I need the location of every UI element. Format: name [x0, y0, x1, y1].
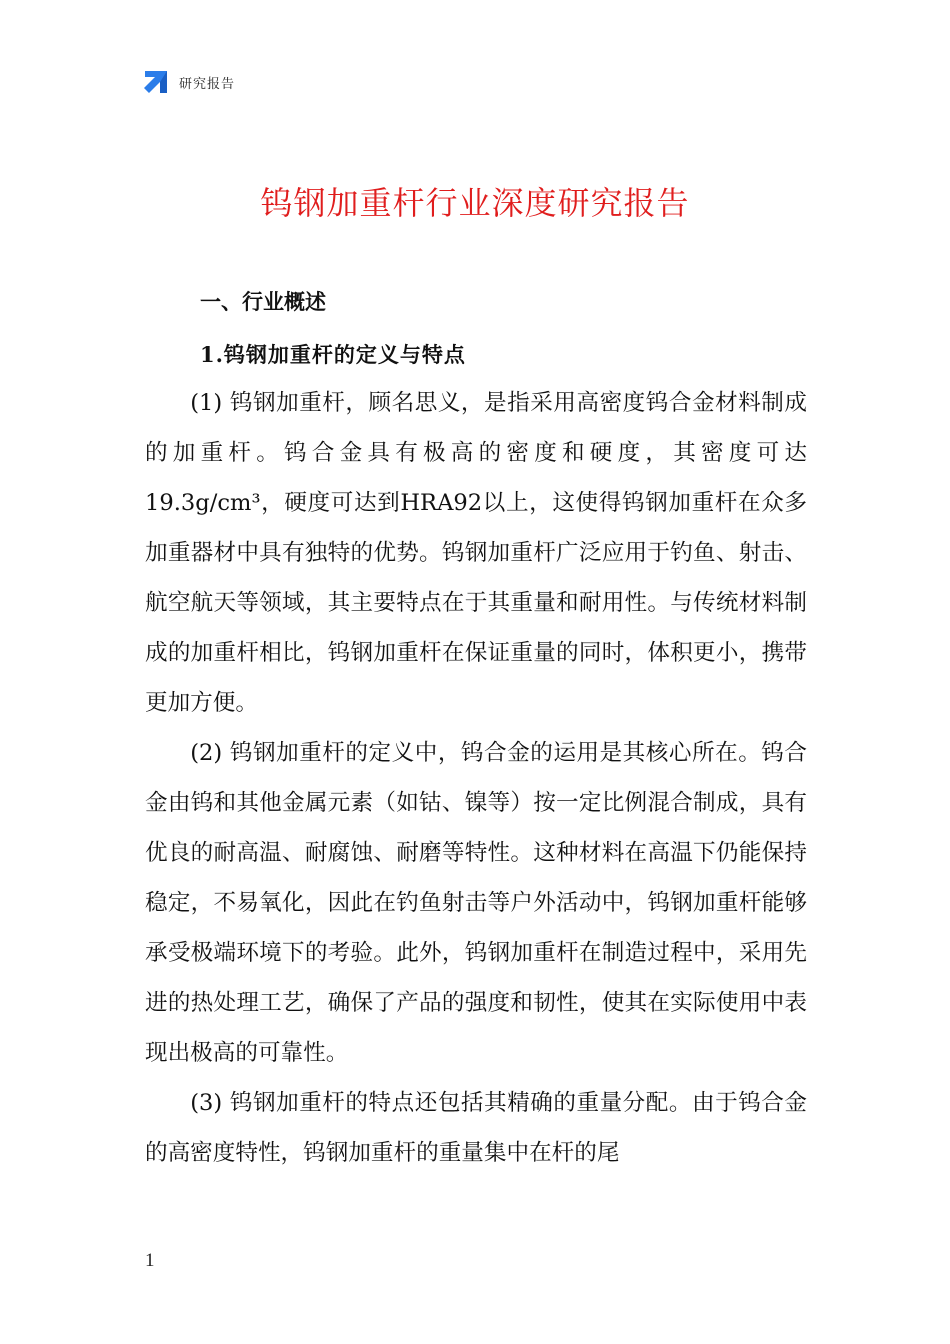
header-label: 研究报告 [179, 76, 236, 92]
page-number: 1 [145, 1250, 155, 1271]
paragraph-2: (2) 钨钢加重杆的定义中，钨合金的运用是其核心所在。钨合金由钨和其他金属元素（如钴、镍等）按一定比例混合制成，具有优良的耐高温、耐腐蚀、耐磨等特性。这种材料在高温下仍能保持稳定，不易氧化，因此在钓鱼射击等户外活动中，钨钢加重杆能够承受极端环境下的考验。此外，钨钢加重杆在制造过程中，采用先进的热处理工艺，确保了产品的强度和韧性，使其在实际使用中表现出极高的可靠性。 [145, 740, 807, 1066]
sub-heading: 1.钨钢加重杆的定义与特点 [200, 342, 466, 367]
paragraph-3: (3) 钨钢加重杆的特点还包括其精确的重量分配。由于钨合金的高密度特性，钨钢加重杆的重量集中在杆的尾 [145, 1090, 807, 1166]
page-header [143, 68, 235, 96]
arrow-up-right-icon [143, 69, 169, 95]
paragraph-1: (1) 钨钢加重杆，顾名思义，是指采用高密度钨合金材料制成的加重杆。钨合金具有极高的密度和硬度，其密度可达19.3g/cm³，硬度可达到HRA92以上，这使得钨钢加重杆在众多加重器材中具有独特的优势。钨钢加重杆广泛应用于钓鱼、射击、航空航天等领域，其主要特点在于其重量和耐用性。与传统材料制成的加重杆相比，钨钢加重杆在保证重量的同时，体积更小，携带更加方便。 [145, 390, 807, 716]
document-title: 钨钢加重杆行业深度研究报告 [260, 184, 690, 222]
section-heading: 一、行业概述 [200, 290, 326, 314]
body-text [145, 378, 807, 1178]
